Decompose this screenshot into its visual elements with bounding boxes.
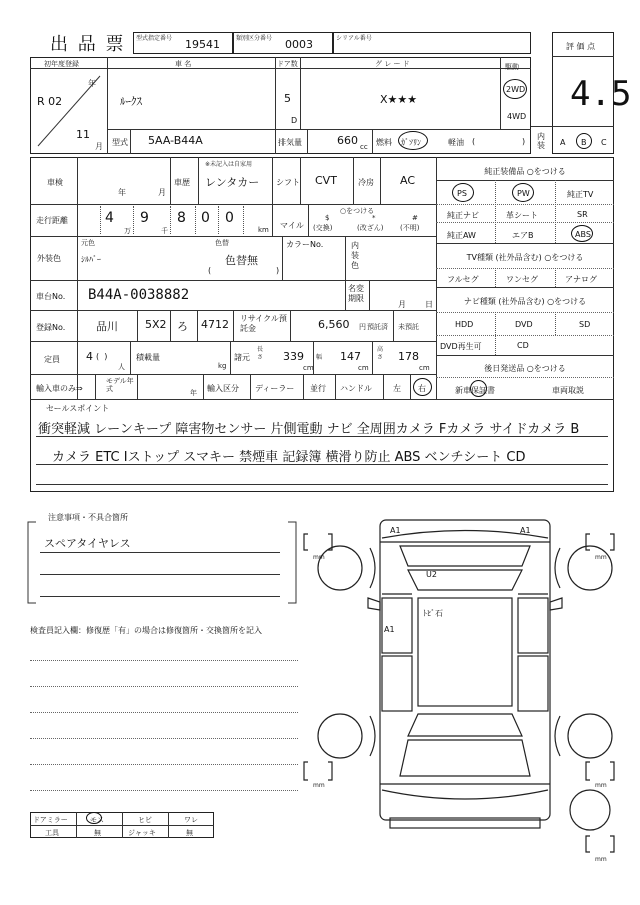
dvd-play-label: DVD再生可 xyxy=(440,342,482,351)
import-dealer: ディーラー xyxy=(255,384,295,393)
repaint-value: 色替無 xyxy=(225,254,258,267)
reg-label: 登録No. xyxy=(36,323,66,332)
model-year-unit: 年 xyxy=(190,389,197,397)
mileage-digit-5: 0 xyxy=(225,210,234,226)
month-unit: 月 xyxy=(95,142,103,151)
interior-grade-a: A xyxy=(560,138,566,147)
mileage-digit-4: 0 xyxy=(201,210,210,226)
orig-color-value: ｼﾙﾊﾞｰ xyxy=(81,255,101,264)
handle-right: 右 xyxy=(418,384,426,393)
after-manual: 車両取説 xyxy=(552,386,584,395)
kg-unit: kg xyxy=(218,362,227,370)
drive-4wd: 4WD xyxy=(507,112,527,121)
import-type-label: 輸入区分 xyxy=(207,384,239,393)
category-number: 0003 xyxy=(285,38,313,51)
interior-color-label: 内装色 xyxy=(351,241,359,270)
mile-label: マイル xyxy=(280,221,304,230)
drive-label: 駆動 xyxy=(505,63,519,71)
damage-mark-front-right: A1 xyxy=(520,526,531,535)
first-reg-era: R 02 xyxy=(37,95,63,108)
height-value: 178 xyxy=(398,350,419,363)
recycle-paid: 預託済 xyxy=(367,323,388,331)
equip-ps-circle xyxy=(452,183,474,202)
notes-text: スペアタイヤレス xyxy=(44,537,131,550)
reg-class: 5X2 xyxy=(145,318,167,331)
doors-value: 5 xyxy=(284,92,291,105)
navi-dvd: DVD xyxy=(515,320,533,329)
document-title: 出 品 票 xyxy=(50,34,126,55)
handle-label: ハンドル xyxy=(340,384,372,393)
fuel-gasoline: ｶﾞｿﾘﾝ xyxy=(401,138,421,147)
equip-sr: SR xyxy=(577,210,588,219)
notes-label: 注意事項・不具合箇所 xyxy=(48,513,128,522)
navi-sd: SD xyxy=(579,320,591,329)
after-title: 後日発送品 ○をつける xyxy=(484,364,566,373)
displacement-value: 660 xyxy=(337,134,358,147)
grade-value: X★★★ xyxy=(380,93,418,106)
equip-pw-circle xyxy=(512,183,534,202)
drive-2wd: 2WD xyxy=(506,85,526,94)
equip-navi: 純正ナビ xyxy=(447,211,479,220)
interior-selected-circle xyxy=(576,133,592,149)
after-warranty-circle xyxy=(470,380,487,397)
inspection-label: 車検 xyxy=(47,178,63,187)
equipment-title: 純正装備品 ○をつける xyxy=(484,167,566,176)
first-reg-label: 初年度登録 xyxy=(44,60,79,68)
load-label: 積載量 xyxy=(136,353,160,362)
mileage-circle-note: ○をつける xyxy=(340,207,375,215)
hibi-label: ヒビ xyxy=(138,816,152,824)
navi-title: ナビ種類 (社外品含む) ○をつける xyxy=(463,297,587,306)
door-mirror-label: ドアミラー xyxy=(33,816,68,824)
displacement-label: 排気量 xyxy=(278,138,302,147)
sales-label: セールスポイント xyxy=(46,404,110,413)
reg-area: 品川 xyxy=(96,320,118,333)
car-name-value: ﾙｰｸｽ xyxy=(120,95,142,108)
tv-analog: アナログ xyxy=(565,275,597,284)
mm-unit-2: mm xyxy=(595,554,607,561)
car-name-label: 車 名 xyxy=(175,60,192,68)
recycle-unit: 円 xyxy=(359,323,366,331)
notes-bracket xyxy=(26,520,298,605)
color-no-label: カラーNo. xyxy=(286,240,324,249)
import-parallel: 並行 xyxy=(310,384,326,393)
doors-label: ドア数 xyxy=(277,60,298,68)
model-year-label: モデル年式 xyxy=(106,377,134,393)
ware-label: ワレ xyxy=(184,816,198,824)
mileage-digit-1: 4 xyxy=(105,210,114,226)
fuel-selected-circle xyxy=(398,131,428,150)
unknown-symbol: # xyxy=(412,214,418,222)
shift-label: シフト xyxy=(276,178,300,187)
chassis-label: 車台No. xyxy=(36,292,66,301)
damage-mark-left-door: A1 xyxy=(384,625,395,634)
width-unit: cm xyxy=(358,364,369,372)
interior-label: 内装 xyxy=(537,132,545,150)
mm-unit-3: mm xyxy=(313,782,325,789)
length-value: 339 xyxy=(283,350,304,363)
height-unit: cm xyxy=(419,364,430,372)
length-unit: cm xyxy=(303,364,314,372)
orig-color-label: 元色 xyxy=(81,239,95,247)
sales-line-2: カメラ ETC Iストップ スマキー 禁煙車 記録簿 横滑り防止 ABS ベンチシート CD xyxy=(52,450,526,465)
category-label: 類別区分番号 xyxy=(236,35,273,42)
first-reg-month: 11 xyxy=(76,128,90,141)
equip-airbag: エアB xyxy=(512,231,534,240)
history-label: 車歴 xyxy=(174,178,190,187)
damage-mark-front-left: A1 xyxy=(390,526,401,535)
equip-abs: ABS xyxy=(575,230,591,239)
tv-title: TV種類 (社外品含む) ○をつける xyxy=(466,253,584,262)
equip-leather: 革シート xyxy=(506,211,538,220)
dims-label: 諸元 xyxy=(234,353,250,362)
capacity-unit: 人 xyxy=(118,363,125,371)
door-mirror-value: モス xyxy=(90,816,104,824)
reg-number: 4712 xyxy=(201,318,229,331)
sales-line-1: 衝突軽減 レーンキープ 障害物センサー 片側電動 ナビ 全周囲カメラ Fカメラ サイドカメラ B xyxy=(38,422,580,437)
interior-grade-c: C xyxy=(601,138,607,147)
navi-hdd: HDD xyxy=(455,320,474,329)
mileage-digit-2: 9 xyxy=(140,210,149,226)
tv-fullseg: フルセグ xyxy=(447,275,479,284)
diesel-paren-close: ) xyxy=(522,137,526,146)
fuel-diesel: 軽油 xyxy=(448,138,464,147)
man-unit: 万 xyxy=(124,227,131,235)
type-designation-label: 型式指定番号 xyxy=(136,35,173,42)
serial-label: シリアル番号 xyxy=(336,35,372,42)
equip-abs-circle xyxy=(571,225,593,242)
inspector-label: 検査員記入欄：修復歴「有」の場合は修復箇所・交換箇所を記入 xyxy=(30,626,262,635)
year-unit: 年 xyxy=(88,79,96,88)
recycle-amount: 6,560 xyxy=(318,318,350,331)
repaint-label: 色替 xyxy=(215,239,229,247)
jack-value: 無 xyxy=(186,829,193,837)
mm-unit-5: mm xyxy=(595,856,607,863)
cd-label: CD xyxy=(517,341,529,350)
unknown-label: (不明) xyxy=(400,224,420,232)
equip-pw: PW xyxy=(517,189,530,198)
exchange-symbol: $ xyxy=(325,214,330,222)
history-value: レンタカー xyxy=(205,176,260,189)
tv-oneseg: ワンセグ xyxy=(506,275,538,284)
equip-ps: PS xyxy=(457,189,467,198)
import-label: 輸入車のみ⇒ xyxy=(36,384,83,393)
damage-mark-windshield: U2 xyxy=(426,570,437,579)
width-value: 147 xyxy=(340,350,361,363)
reg-kana: ろ xyxy=(177,320,188,333)
capacity-label: 定員 xyxy=(44,355,60,364)
shift-value: CVT xyxy=(315,174,337,187)
chassis-value: B44A-0038882 xyxy=(88,287,190,303)
name-change-label: 名変期限 xyxy=(348,284,364,303)
km-unit: km xyxy=(258,226,269,234)
score-value: 4.5 xyxy=(570,74,632,114)
model-label: 型式 xyxy=(112,138,128,147)
recycle-unpaid: 未預託 xyxy=(398,323,419,331)
grade-label: グ レ ー ド xyxy=(375,60,410,68)
equip-aw: 純正AW xyxy=(447,231,476,240)
door-mirror-circle xyxy=(86,812,102,824)
mileage-digit-3: 8 xyxy=(177,210,186,226)
length-label: 長さ xyxy=(257,346,264,361)
tools-label: 工具 xyxy=(45,829,59,837)
type-designation-number: 19541 xyxy=(185,38,220,51)
fuel-label: 燃料 xyxy=(376,138,392,147)
name-change-day: 日 xyxy=(425,300,433,309)
capacity-value: 4 xyxy=(86,350,93,363)
ac-value: AC xyxy=(400,174,416,187)
height-label: 高さ xyxy=(377,346,384,361)
mm-unit-1: mm xyxy=(313,554,325,561)
history-note: ※未記入は自家用 xyxy=(205,161,253,168)
drive-selected-circle xyxy=(503,79,527,99)
diesel-paren-open: ( xyxy=(472,137,476,146)
inspection-year: 年 xyxy=(118,188,126,197)
name-change-month: 月 xyxy=(398,300,406,309)
tampered-label: (改ざん) xyxy=(357,224,384,232)
tools-value: 無 xyxy=(94,829,101,837)
after-warranty: 新車保証書 xyxy=(455,386,495,395)
handle-selected-circle xyxy=(413,378,432,396)
jack-label: ジャッキ xyxy=(128,829,156,837)
mm-unit-4: mm xyxy=(595,782,607,789)
inspection-month: 月 xyxy=(158,188,166,197)
car-damage-diagram xyxy=(300,518,640,868)
exchange-label: (交換) xyxy=(313,224,333,232)
model-value: 5AA-B44A xyxy=(148,134,203,147)
interior-grade-b: B xyxy=(581,138,587,147)
ac-label: 冷房 xyxy=(358,178,374,187)
handle-left: 左 xyxy=(393,384,401,393)
width-label: 幅 xyxy=(316,354,323,361)
door-suffix: D xyxy=(291,116,298,125)
sen-unit: 千 xyxy=(161,227,168,235)
tampered-symbol: * xyxy=(372,214,376,222)
mileage-label: 走行距離 xyxy=(36,216,68,225)
score-label: 評 価 点 xyxy=(566,42,596,51)
equip-tv: 純正TV xyxy=(567,190,594,199)
cc-unit: cc xyxy=(360,143,368,151)
recycle-label: リサイクル預託金 xyxy=(240,314,287,333)
damage-mark-chip: ﾄﾋﾞ石 xyxy=(423,609,443,618)
color-label: 外装色 xyxy=(37,254,61,263)
